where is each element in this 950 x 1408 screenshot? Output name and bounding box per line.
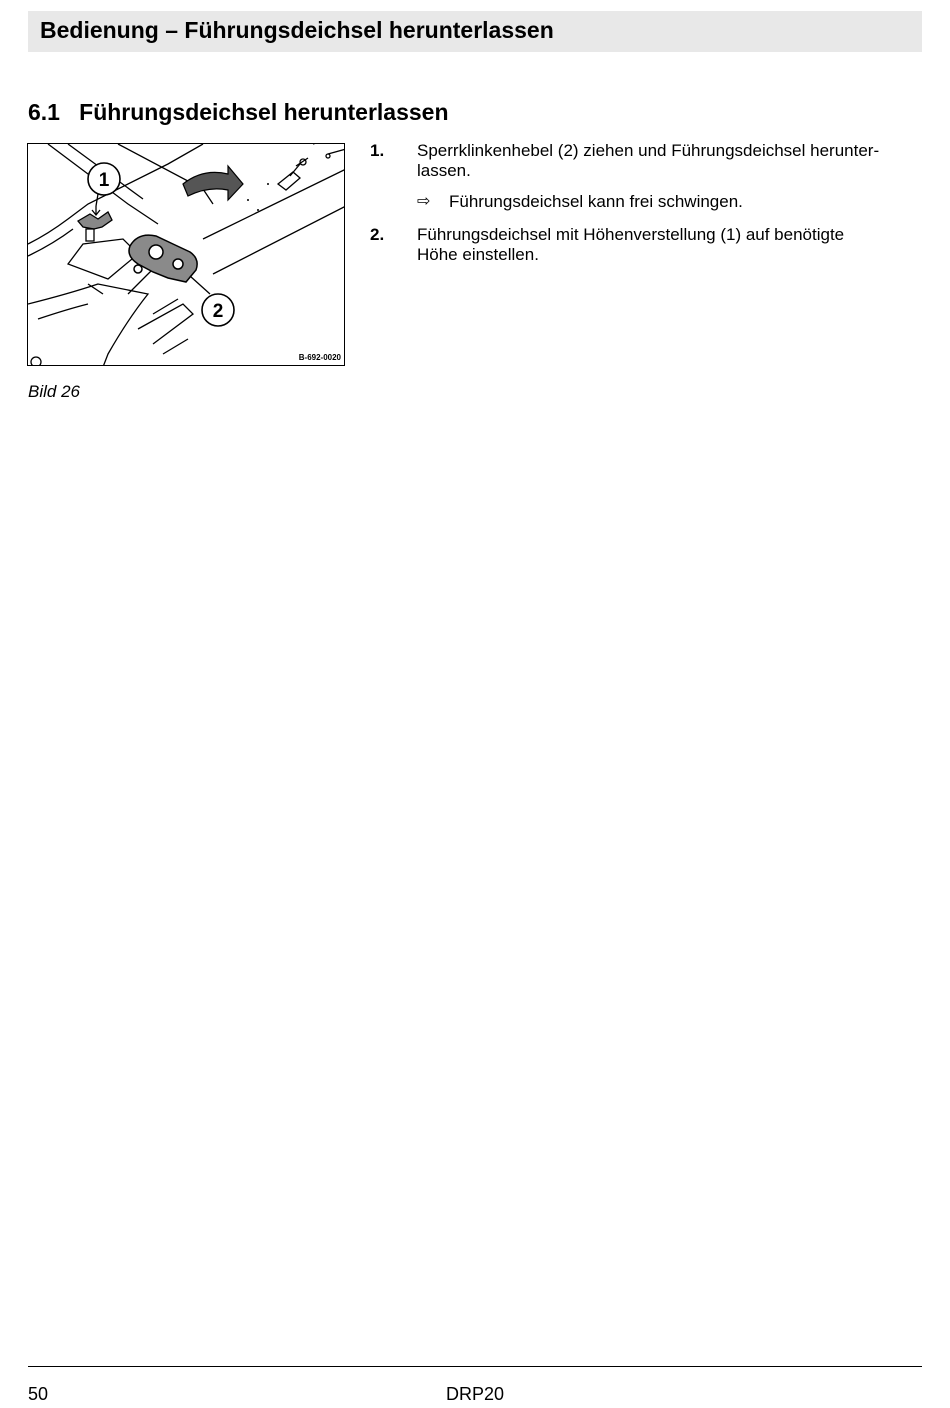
step-text-line-1: Sperrklinkenhebel (2) ziehen und Führungsdeichsel herunter- — [417, 141, 880, 160]
page-number: 50 — [28, 1384, 49, 1404]
step-1 — [370, 141, 930, 181]
result-text: Führungsdeichsel kann frei schwingen. — [449, 192, 743, 211]
step-text-line-1: Führungsdeichsel mit Höhenverstellung (1) auf benötigte — [417, 225, 845, 244]
step-number: 1. — [370, 141, 385, 160]
header-bar — [28, 11, 922, 52]
step-number: 2. — [370, 225, 385, 244]
drawbar-illustration — [28, 144, 345, 366]
figure-caption: Bild 26 — [28, 382, 80, 401]
result-arrow-icon: ⇨ — [417, 193, 431, 210]
header-title: Bedienung – Führungsdeichsel herunterlassen — [40, 17, 554, 43]
callout-2-label: 2 — [212, 301, 224, 322]
step-2 — [370, 225, 930, 265]
step-text-line-2: Höhe einstellen. — [417, 245, 539, 264]
footer-divider — [28, 1366, 922, 1367]
step-list — [370, 141, 930, 265]
section-number: 6.1 — [28, 99, 60, 125]
document-code: DRP20 — [446, 1384, 505, 1404]
section-title: Führungsdeichsel herunterlassen — [79, 99, 449, 125]
callout-1-label: 1 — [98, 170, 110, 191]
callout-2 — [190, 276, 234, 326]
step-text-line-2: lassen. — [417, 161, 471, 180]
section-heading — [28, 99, 449, 126]
figure-code: B-692-0020 — [298, 353, 341, 362]
figure-illustration — [27, 143, 345, 366]
callout-1 — [88, 163, 120, 206]
step-1-result — [370, 192, 930, 212]
